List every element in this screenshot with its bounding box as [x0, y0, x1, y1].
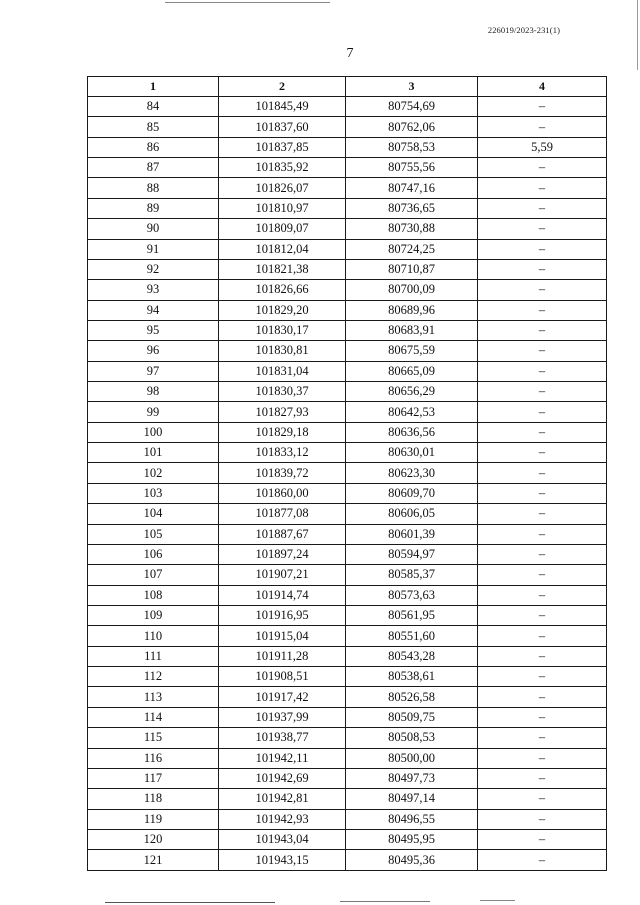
table-row — [88, 259, 607, 279]
table-cell-col1: 104 — [88, 504, 219, 524]
table-cell-col1: 87 — [88, 158, 219, 178]
table-cell-col1: 117 — [88, 768, 219, 788]
table-row — [88, 443, 607, 463]
table-cell-col1: 103 — [88, 483, 219, 503]
table-cell-col3: 80496,55 — [346, 809, 478, 829]
table-cell-col2: 101812,04 — [219, 239, 346, 259]
table-row — [88, 544, 607, 564]
table-row — [88, 463, 607, 483]
column-header: 4 — [478, 77, 607, 97]
table-row — [88, 422, 607, 442]
table-cell-col3: 80609,70 — [346, 483, 478, 503]
table-row — [88, 728, 607, 748]
table-cell-col4: – — [478, 158, 607, 178]
table-cell-col3: 80594,97 — [346, 544, 478, 564]
table-cell-col4: – — [478, 341, 607, 361]
table-cell-col2: 101937,99 — [219, 707, 346, 727]
table-cell-col2: 101831,04 — [219, 361, 346, 381]
table-cell-col1: 107 — [88, 565, 219, 585]
table-cell-col4: – — [478, 219, 607, 239]
table-cell-col1: 85 — [88, 117, 219, 137]
table-cell-col2: 101835,92 — [219, 158, 346, 178]
table-row — [88, 341, 607, 361]
table-cell-col2: 101829,18 — [219, 422, 346, 442]
table-cell-col1: 113 — [88, 687, 219, 707]
table-cell-col2: 101837,85 — [219, 137, 346, 157]
table-row — [88, 524, 607, 544]
table-cell-col2: 101942,69 — [219, 768, 346, 788]
table-cell-col4: – — [478, 280, 607, 300]
table-cell-col4: – — [478, 707, 607, 727]
table-cell-col2: 101830,17 — [219, 320, 346, 340]
table-cell-col3: 80736,65 — [346, 198, 478, 218]
table-cell-col3: 80500,00 — [346, 748, 478, 768]
table-row — [88, 280, 607, 300]
table-cell-col3: 80689,96 — [346, 300, 478, 320]
table-cell-col1: 108 — [88, 585, 219, 605]
table-cell-col3: 80636,56 — [346, 422, 478, 442]
table-cell-col4: – — [478, 463, 607, 483]
table-cell-col1: 92 — [88, 259, 219, 279]
table-cell-col4: – — [478, 117, 607, 137]
page-number: 7 — [346, 46, 354, 61]
document-number: 226019/2023-231(1) — [487, 25, 560, 35]
table-cell-col2: 101917,42 — [219, 687, 346, 707]
table-row — [88, 565, 607, 585]
top-scan-mark — [165, 2, 330, 3]
table-cell-col3: 80509,75 — [346, 707, 478, 727]
bottom-scan-mark — [105, 902, 275, 903]
table-cell-col3: 80754,69 — [346, 97, 478, 117]
table-cell-col3: 80762,06 — [346, 117, 478, 137]
table-cell-col4: – — [478, 626, 607, 646]
table-cell-col4: – — [478, 443, 607, 463]
table-cell-col3: 80551,60 — [346, 626, 478, 646]
table-cell-col2: 101810,97 — [219, 198, 346, 218]
table-cell-col1: 120 — [88, 829, 219, 849]
table-cell-col2: 101887,67 — [219, 524, 346, 544]
table-cell-col4: – — [478, 402, 607, 422]
table-row — [88, 829, 607, 849]
table-cell-col1: 88 — [88, 178, 219, 198]
table-cell-col2: 101942,93 — [219, 809, 346, 829]
table-header-row — [88, 77, 607, 97]
table-cell-col3: 80710,87 — [346, 259, 478, 279]
table-cell-col4: – — [478, 97, 607, 117]
table-cell-col2: 101943,04 — [219, 829, 346, 849]
table-cell-col4: – — [478, 829, 607, 849]
table-row — [88, 504, 607, 524]
table-cell-col1: 109 — [88, 605, 219, 625]
table-cell-col4: 5,59 — [478, 137, 607, 157]
table-cell-col4: – — [478, 504, 607, 524]
table-cell-col1: 86 — [88, 137, 219, 157]
table-cell-col3: 80543,28 — [346, 646, 478, 666]
table-cell-col3: 80497,73 — [346, 768, 478, 788]
table-cell-col1: 102 — [88, 463, 219, 483]
table-cell-col1: 89 — [88, 198, 219, 218]
coordinates-table — [87, 76, 607, 871]
column-header: 1 — [88, 77, 219, 97]
table-cell-col3: 80606,05 — [346, 504, 478, 524]
table-cell-col4: – — [478, 789, 607, 809]
table-cell-col4: – — [478, 748, 607, 768]
table-row — [88, 585, 607, 605]
table-cell-col4: – — [478, 809, 607, 829]
table-cell-col3: 80508,53 — [346, 728, 478, 748]
table-cell-col3: 80730,88 — [346, 219, 478, 239]
table-cell-col2: 101942,11 — [219, 748, 346, 768]
table-cell-col4: – — [478, 422, 607, 442]
table-row — [88, 137, 607, 157]
table-row — [88, 402, 607, 422]
table-row — [88, 320, 607, 340]
table-cell-col2: 101830,81 — [219, 341, 346, 361]
table-cell-col1: 110 — [88, 626, 219, 646]
table-cell-col4: – — [478, 524, 607, 544]
table-row — [88, 707, 607, 727]
table-cell-col4: – — [478, 361, 607, 381]
table-cell-col1: 97 — [88, 361, 219, 381]
table-cell-col3: 80683,91 — [346, 320, 478, 340]
table-cell-col1: 100 — [88, 422, 219, 442]
table-cell-col2: 101897,24 — [219, 544, 346, 564]
table-row — [88, 605, 607, 625]
table-cell-col2: 101942,81 — [219, 789, 346, 809]
table-cell-col2: 101877,08 — [219, 504, 346, 524]
table-cell-col4: – — [478, 768, 607, 788]
table-cell-col2: 101829,20 — [219, 300, 346, 320]
table-cell-col2: 101826,66 — [219, 280, 346, 300]
table-row — [88, 382, 607, 402]
table-cell-col2: 101809,07 — [219, 219, 346, 239]
bottom-scan-mark — [340, 901, 430, 902]
table-cell-col3: 80675,59 — [346, 341, 478, 361]
table-cell-col4: – — [478, 728, 607, 748]
table-cell-col1: 112 — [88, 667, 219, 687]
table-cell-col3: 80755,56 — [346, 158, 478, 178]
table-cell-col4: – — [478, 565, 607, 585]
table-cell-col1: 116 — [88, 748, 219, 768]
table-cell-col1: 99 — [88, 402, 219, 422]
table-cell-col3: 80497,14 — [346, 789, 478, 809]
table-cell-col1: 114 — [88, 707, 219, 727]
table-row — [88, 646, 607, 666]
table-cell-col2: 101837,60 — [219, 117, 346, 137]
table-row — [88, 97, 607, 117]
table-cell-col3: 80758,53 — [346, 137, 478, 157]
bottom-scan-mark — [480, 900, 515, 901]
table-cell-col2: 101827,93 — [219, 402, 346, 422]
table-cell-col1: 121 — [88, 850, 219, 871]
table-cell-col4: – — [478, 300, 607, 320]
table-cell-col4: – — [478, 646, 607, 666]
table-cell-col3: 80526,58 — [346, 687, 478, 707]
table-cell-col2: 101833,12 — [219, 443, 346, 463]
table-cell-col4: – — [478, 259, 607, 279]
table-cell-col3: 80561,95 — [346, 605, 478, 625]
table-cell-col1: 105 — [88, 524, 219, 544]
table-cell-col4: – — [478, 850, 607, 871]
table-row — [88, 361, 607, 381]
table-cell-col3: 80585,37 — [346, 565, 478, 585]
table-cell-col1: 115 — [88, 728, 219, 748]
table-cell-col2: 101860,00 — [219, 483, 346, 503]
table-cell-col3: 80724,25 — [346, 239, 478, 259]
table-row — [88, 748, 607, 768]
table-cell-col4: – — [478, 178, 607, 198]
table-row — [88, 219, 607, 239]
table-cell-col4: – — [478, 320, 607, 340]
table-cell-col3: 80747,16 — [346, 178, 478, 198]
table-row — [88, 687, 607, 707]
table-row — [88, 158, 607, 178]
table-cell-col4: – — [478, 585, 607, 605]
table-cell-col2: 101943,15 — [219, 850, 346, 871]
table-cell-col3: 80495,95 — [346, 829, 478, 849]
table-cell-col1: 94 — [88, 300, 219, 320]
table-row — [88, 178, 607, 198]
table-cell-col1: 93 — [88, 280, 219, 300]
table-cell-col1: 84 — [88, 97, 219, 117]
table-row — [88, 300, 607, 320]
table-cell-col3: 80630,01 — [346, 443, 478, 463]
table-cell-col4: – — [478, 198, 607, 218]
table-cell-col1: 91 — [88, 239, 219, 259]
column-header: 3 — [346, 77, 478, 97]
table-cell-col3: 80538,61 — [346, 667, 478, 687]
table-cell-col2: 101821,38 — [219, 259, 346, 279]
table-row — [88, 850, 607, 871]
table-cell-col1: 106 — [88, 544, 219, 564]
table-row — [88, 117, 607, 137]
table-cell-col2: 101907,21 — [219, 565, 346, 585]
table-cell-col2: 101839,72 — [219, 463, 346, 483]
right-scan-edge — [637, 0, 638, 70]
table-cell-col2: 101915,04 — [219, 626, 346, 646]
table-row — [88, 809, 607, 829]
table-cell-col2: 101826,07 — [219, 178, 346, 198]
table-cell-col1: 98 — [88, 382, 219, 402]
table-cell-col3: 80573,63 — [346, 585, 478, 605]
column-header: 2 — [219, 77, 346, 97]
table-cell-col4: – — [478, 382, 607, 402]
table-cell-col2: 101911,28 — [219, 646, 346, 666]
table-cell-col2: 101914,74 — [219, 585, 346, 605]
table-row — [88, 626, 607, 646]
table-cell-col2: 101916,95 — [219, 605, 346, 625]
table-cell-col3: 80601,39 — [346, 524, 478, 544]
table-cell-col1: 101 — [88, 443, 219, 463]
table-cell-col4: – — [478, 605, 607, 625]
table-cell-col2: 101845,49 — [219, 97, 346, 117]
table-cell-col4: – — [478, 239, 607, 259]
table-cell-col2: 101938,77 — [219, 728, 346, 748]
table-cell-col1: 90 — [88, 219, 219, 239]
table-cell-col3: 80623,30 — [346, 463, 478, 483]
table-cell-col1: 111 — [88, 646, 219, 666]
table-row — [88, 789, 607, 809]
table-cell-col3: 80665,09 — [346, 361, 478, 381]
table-cell-col3: 80656,29 — [346, 382, 478, 402]
table-cell-col3: 80700,09 — [346, 280, 478, 300]
table-cell-col4: – — [478, 544, 607, 564]
table-body — [88, 97, 607, 871]
table-row — [88, 768, 607, 788]
table-cell-col1: 96 — [88, 341, 219, 361]
table-row — [88, 667, 607, 687]
table-cell-col1: 119 — [88, 809, 219, 829]
table-cell-col3: 80642,53 — [346, 402, 478, 422]
table-cell-col4: – — [478, 667, 607, 687]
table-cell-col4: – — [478, 483, 607, 503]
table-cell-col2: 101908,51 — [219, 667, 346, 687]
table-cell-col4: – — [478, 687, 607, 707]
table-row — [88, 239, 607, 259]
table-cell-col2: 101830,37 — [219, 382, 346, 402]
table-cell-col1: 95 — [88, 320, 219, 340]
table-row — [88, 198, 607, 218]
table-cell-col1: 118 — [88, 789, 219, 809]
table-cell-col3: 80495,36 — [346, 850, 478, 871]
table-row — [88, 483, 607, 503]
